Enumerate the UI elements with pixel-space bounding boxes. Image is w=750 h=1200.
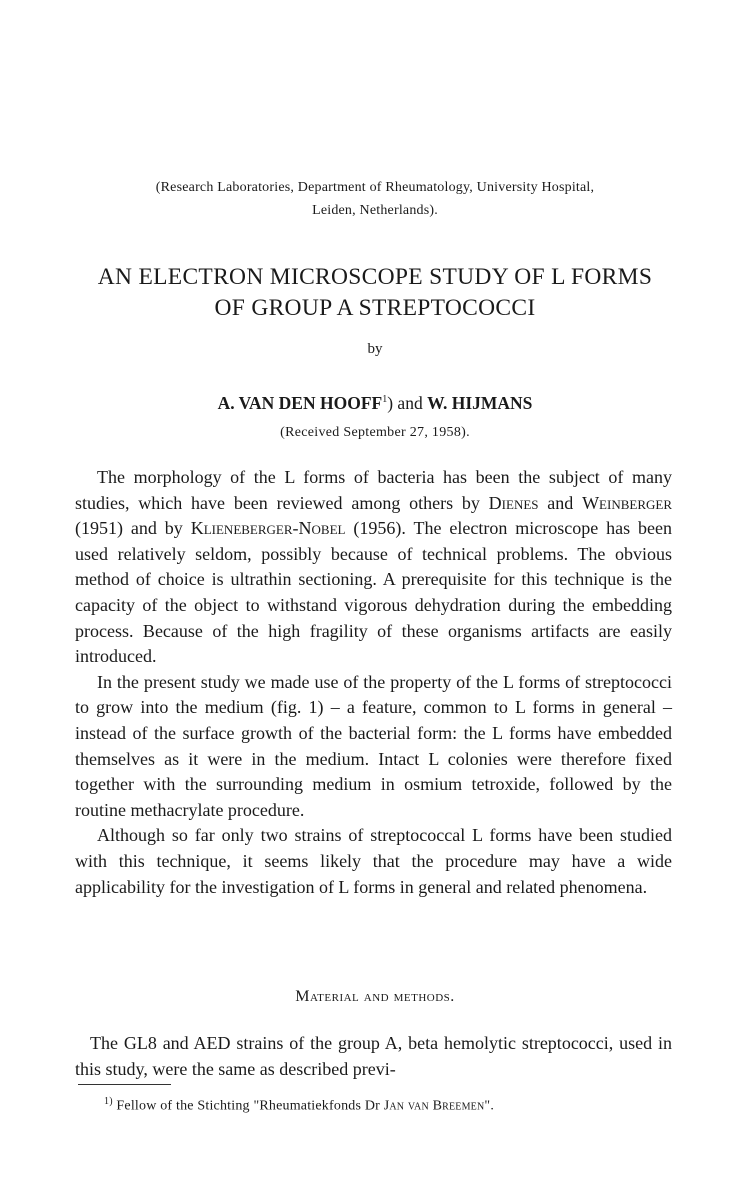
paper-title	[40, 262, 710, 324]
citation-dienes: Dienes	[488, 492, 539, 513]
received-date: (Received September 27, 1958).	[280, 425, 470, 440]
methods-section	[75, 1031, 672, 1082]
section-heading	[0, 988, 750, 1006]
paragraph-1	[75, 465, 672, 670]
authors	[0, 393, 750, 414]
introduction	[75, 465, 672, 900]
footnote-text-a: Fellow of the Stichting "Rheumatiekfonds Dr	[112, 1098, 384, 1114]
paragraph-1-part-d: (1956). The electron microscope has been used relatively seldom, possibly because of technical problems. The obvious method of choice is ultrathin sectioning. A prerequisite for this technique is the capacity of the object to withstand vigorous dehydration during the embedding process. Because of the high fragility of these organisms artifacts are easily introduced.	[75, 518, 672, 667]
author-2: W. HIJMANS	[427, 393, 533, 413]
paragraph-1-part-a: The morphology of the L forms of bacteria has been the subject of many studies, which have been reviewed among others by	[75, 467, 672, 513]
section-heading-text: Material and methods.	[295, 988, 455, 1005]
footnote-rule	[78, 1084, 171, 1085]
by-line: by	[367, 341, 383, 357]
title-line-2: OF GROUP A STREPTOCOCCI	[214, 295, 536, 321]
affiliation	[60, 176, 690, 222]
paragraph-1-part-c: (1951) and by	[75, 518, 191, 539]
affiliation-line-1: (Research Laboratories, Department of Rheumatology, University Hospital,	[155, 180, 595, 195]
author-conjunction: and	[393, 393, 428, 413]
footnote-text-b: ".	[484, 1098, 495, 1114]
footnote-mark: 1)	[104, 1096, 113, 1107]
author-1-paren: )	[387, 393, 394, 413]
footnote	[104, 1096, 724, 1115]
affiliation-line-2: Leiden, Netherlands).	[312, 203, 438, 218]
methods-paragraph-1: The GL8 and AED strains of the group A, beta hemolytic streptococci, used in this study, were the same as described previ-	[75, 1033, 672, 1079]
paragraph-3: Although so far only two strains of streptococcal L forms have been studied with this technique, it seems likely that the procedure may have a wide applicability for the investigation of L forms in general and related phenomena.	[75, 825, 672, 897]
footnote-name: Jan van Breemen	[383, 1098, 485, 1114]
citation-klieneberger-nobel: Klieneberger-Nobel	[190, 518, 346, 539]
title-line-1: AN ELECTRON MICROSCOPE STUDY OF L FORMS	[97, 264, 653, 290]
citation-weinberger: Weinberger	[582, 492, 672, 513]
author-1-footnote-mark: 1	[382, 394, 388, 406]
author-1: A. VAN DEN HOOFF	[217, 393, 383, 413]
paragraph-1-part-b: and	[538, 492, 583, 513]
paragraph-2: In the present study we made use of the property of the L forms of streptococci to grow into the medium (fig. 1) – a feature, common to L forms in general – instead of the surface growth of the bacterial form: the L forms have embedded themselves as it were in the medium. Intact L colonies were therefore fixed together with the surrounding medium in osmium tetroxide, followed by the routine methacrylate procedure.	[75, 671, 672, 820]
